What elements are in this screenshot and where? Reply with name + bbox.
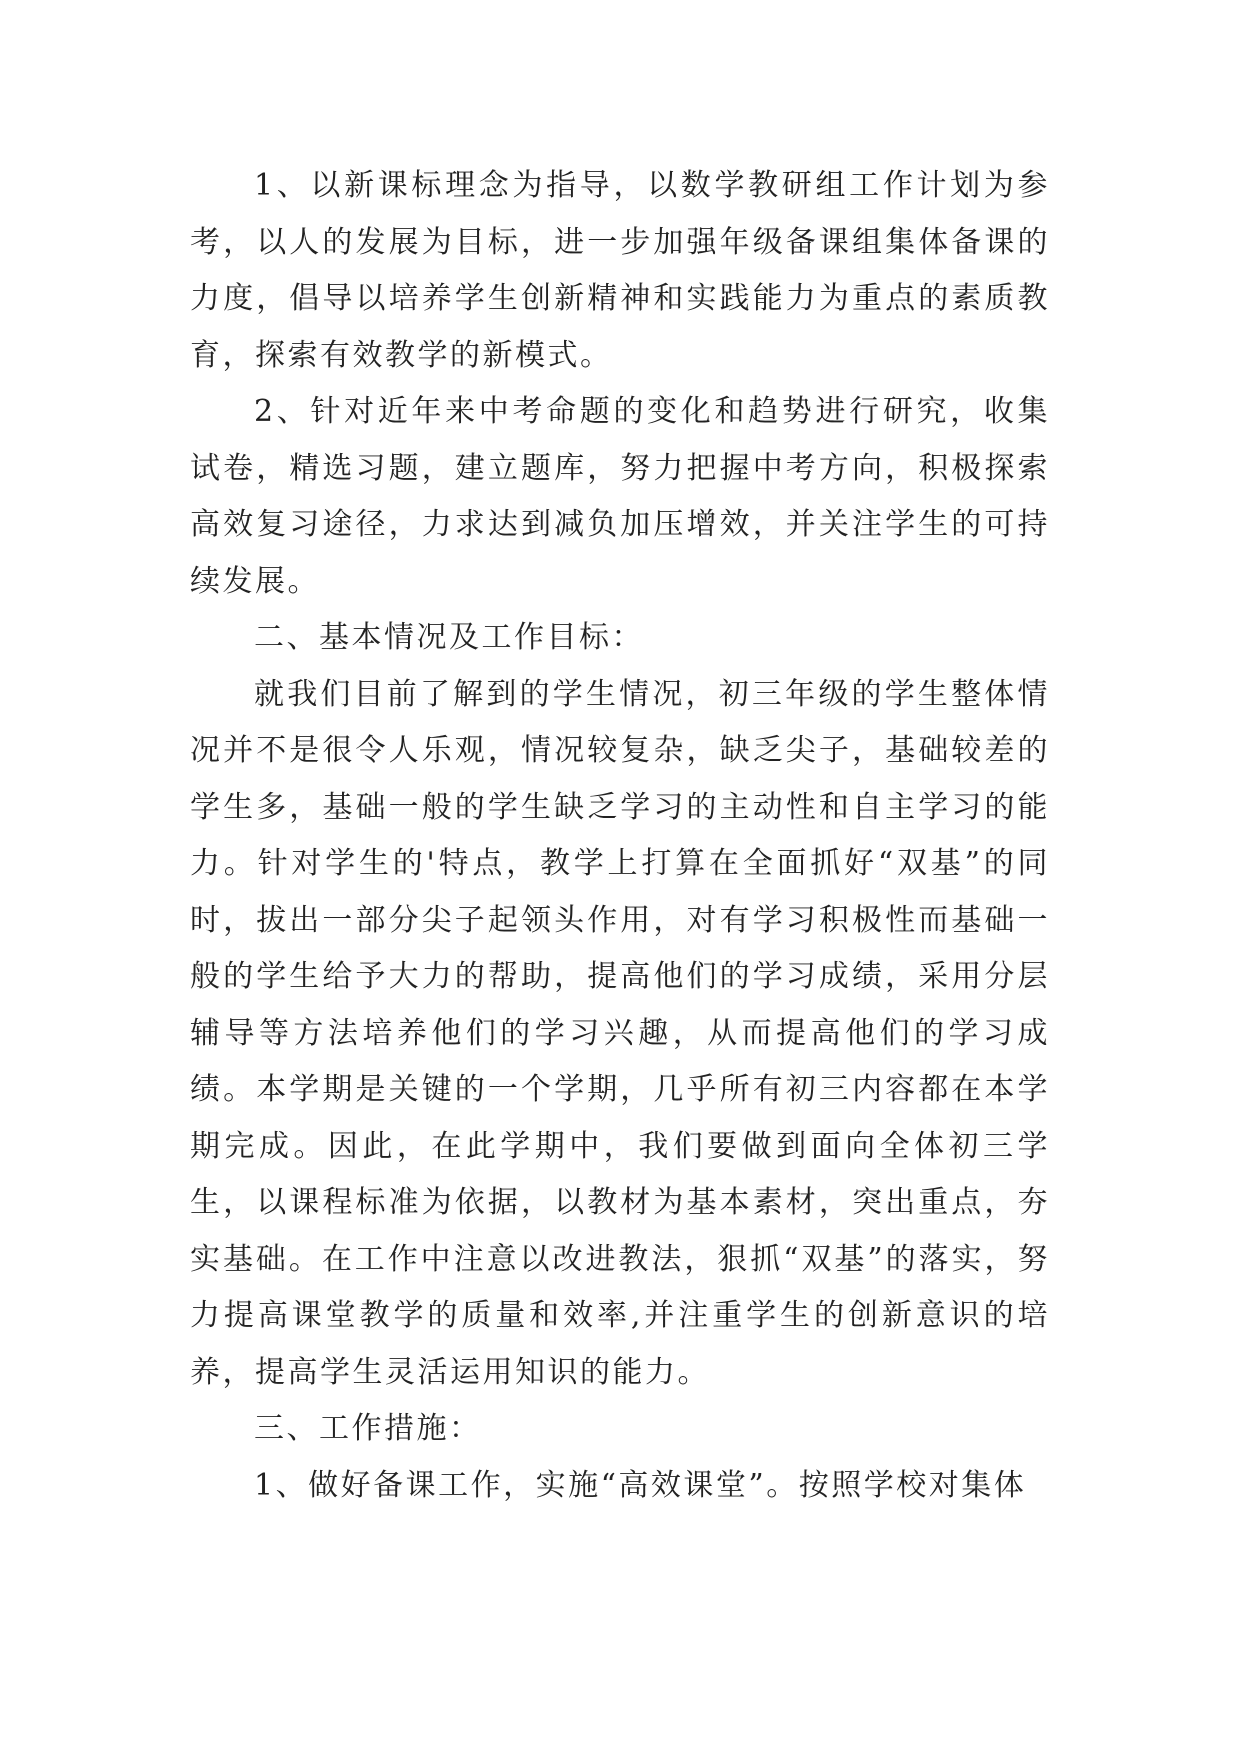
document-body bbox=[190, 158, 1050, 1514]
paragraph-point-2: 2、针对近年来中考命题的变化和趋势进行研究，收集试卷，精选习题，建立题库，努力把握中考方向，积极探索高效复习途径，力求达到减负加压增效，并关注学生的可持续发展。 bbox=[190, 394, 1050, 599]
section-heading-work-measures: 三、工作措施： bbox=[254, 1411, 482, 1446]
paragraph-measure-1: 1、做好备课工作，实施“高效课堂”。按照学校对集体 bbox=[254, 1467, 1027, 1503]
paragraph-point-1: 1、以新课标理念为指导，以数学教研组工作计划为参考，以人的发展为目标，进一步加强年级备课组集体备课的力度，倡导以培养学生创新精神和实践能力为重点的素质教育，探索有效教学的新模式。 bbox=[190, 168, 1050, 373]
section-heading-basic-situation: 二、基本情况及工作目标： bbox=[254, 620, 644, 655]
paragraph-student-situation: 就我们目前了解到的学生情况，初三年级的学生整体情况并不是很令人乐观，情况较复杂，缺乏尖子，基础较差的学生多，基础一般的学生缺乏学习的主动性和自主学习的能力。针对学生的'特点，教学上打算在全面抓好“双基”的同时，拔出一部分尖子起领头作用，对有学习积极性而基础一般的学生给予大力的帮助，提高他们的学习成绩，采用分层辅导等方法培养他们的学习兴趣，从而提高他们的学习成绩。本学期是关键的一个学期，几乎所有初三内容都在本学期完成。因此，在此学期中，我们要做到面向全体初三学生，以课程标准为依据，以教材为基本素材，突出重点，夯实基础。在工作中注意以改进教法，狠抓“双基”的落实，努力提高课堂教学的质量和效率,并注重学生的创新意识的培养，提高学生灵活运用知识的能力。 bbox=[190, 676, 1050, 1390]
